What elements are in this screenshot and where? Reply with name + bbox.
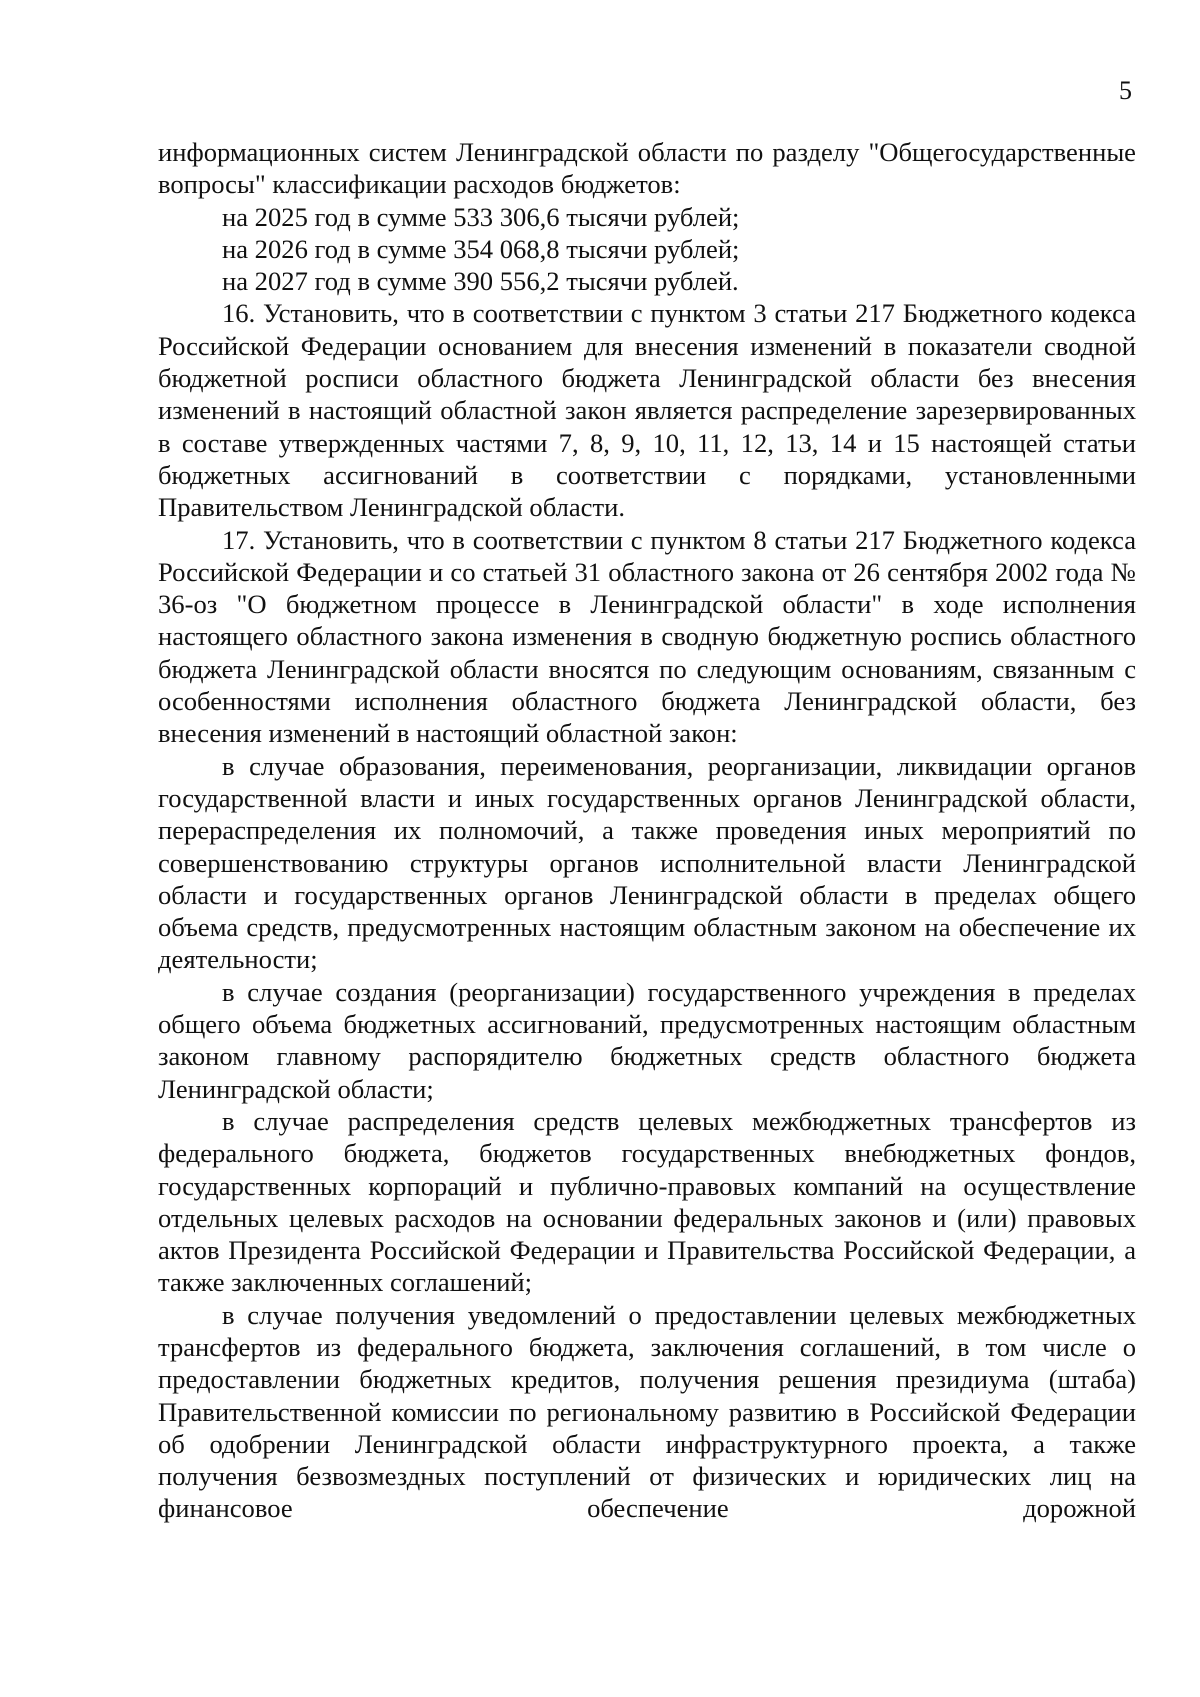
document-body [158, 136, 1136, 1525]
paragraph-case-reorganization-bodies: в случае образования, переименования, реорганизации, ликвидации органов государственной власти и иных государственных органов Ленинградской области, перераспределения их полномочий, а также проведения иных мероприятий по совершенствованию структуры органов исполнительной власти Ленинградской области и государственных органов Ленинградской области в пределах общего объема средств, предусмотренных настоящим областным законом на обеспечение их деятельности; [158, 750, 1136, 975]
paragraph-case-transfers-distribution: в случае распределения средств целевых межбюджетных трансфертов из федерального бюджета, бюджетов государственных внебюджетных фондов, государственных корпораций и публично-правовых компаний на осуществление отдельных целевых расходов на основании федеральных законов и (или) правовых актов Президента Российской Федерации и Правительства Российской Федерации, а также заключенных соглашений; [158, 1105, 1136, 1298]
page-number: 5 [1119, 76, 1132, 105]
paragraph-item-17: 17. Установить, что в соответствии с пунктом 8 статьи 217 Бюджетного кодекса Российской Федерации и со статьей 31 областного закона от 26 сентября 2002 года № 36-оз "О бюджетном процессе в Ленинградской области" в ходе исполнения настоящего областного закона изменения в сводную бюджетную роспись областного бюджета Ленинградской области вносятся по следующим основаниям, связанным с особенностями исполнения областного бюджета Ленинградской области, без внесения изменений в настоящий областной закон: [158, 524, 1136, 749]
paragraph-case-institution-creation: в случае создания (реорганизации) государственного учреждения в пределах общего объема бюджетных ассигнований, предусмотренных настоящим областным законом главному распорядителю бюджетных средств областного бюджета Ленинградской области; [158, 976, 1136, 1104]
paragraph-case-notifications: в случае получения уведомлений о предоставлении целевых межбюджетных трансфертов из федерального бюджета, заключения соглашений, в том числе о предоставлении бюджетных кредитов, получения решения президиума (штаба) Правительственной комиссии по региональному развитию в Российской Федерации об одобрении Ленинградской области инфраструктурного проекта, а также получения безвозмездных поступлений от физических и юридических лиц на финансовое обеспечение дорожной [158, 1299, 1136, 1524]
paragraph-budget-section: информационных систем Ленинградской области по разделу "Общегосударственные вопросы" классификации расходов бюджетов: [158, 137, 1136, 200]
paragraph-amount-2025: на 2025 год в сумме 533 306,6 тысячи рублей; [222, 201, 740, 232]
paragraph-item-16: 16. Установить, что в соответствии с пунктом 3 статьи 217 Бюджетного кодекса Российской Федерации основанием для внесения изменений в показатели сводной бюджетной росписи областного бюджета Ленинградской области без внесения изменений в настоящий областной закон является распределение зарезервированных в составе утвержденных частями 7, 8, 9, 10, 11, 12, 13, 14 и 15 настоящей статьи бюджетных ассигнований в соответствии с порядками, установленными Правительством Ленинградской области. [158, 298, 1136, 523]
paragraph-amount-2027: на 2027 год в сумме 390 556,2 тысячи рублей. [222, 266, 739, 297]
paragraph-amount-2026: на 2026 год в сумме 354 068,8 тысячи рублей; [222, 233, 740, 264]
